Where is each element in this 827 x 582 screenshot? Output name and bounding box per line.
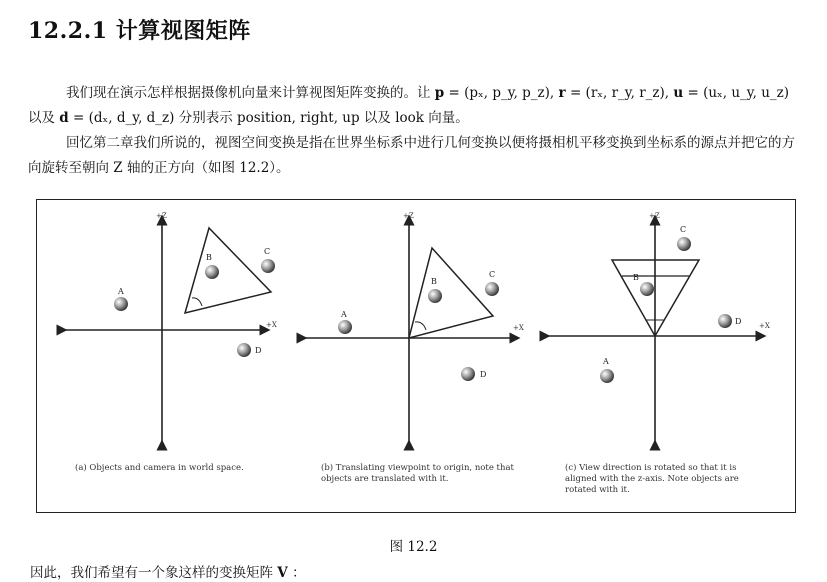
panel-c-label-a: A bbox=[603, 357, 609, 366]
panel-a-x-label: +X bbox=[266, 321, 277, 329]
paragraph-1: 我们现在演示怎样根据摄像机向量来计算视图矩阵变换的。让 p = (pₓ, p_y, p_z), r = (rₓ, r_y, r_z), u = (uₓ, u_y, u_z) 以及 d = (dₓ, d_y, d_z) 分别表示 position, right, up 以及 look 向量。 bbox=[28, 85, 790, 126]
panel-b bbox=[302, 212, 524, 445]
panel-b-object-d bbox=[461, 367, 475, 381]
panel-a-label-c: C bbox=[264, 247, 271, 256]
panel-c-object-b bbox=[640, 282, 654, 296]
figure-12-2 bbox=[36, 199, 796, 513]
caption-c: (c) View direction is rotated so that it is aligned with the z-axis. Note objects are rotated with it. bbox=[565, 463, 739, 495]
panel-b-object-a bbox=[338, 320, 352, 334]
panel-b-label-d: D bbox=[480, 370, 487, 379]
panel-a-z-label: +Z bbox=[156, 212, 167, 220]
section-heading: 12.2.1 计算视图矩阵 bbox=[28, 18, 251, 44]
caption-a: (a) Objects and camera in world space. bbox=[75, 463, 244, 473]
panel-a bbox=[62, 212, 277, 445]
panel-c bbox=[545, 212, 770, 445]
panel-c-x-label: +X bbox=[759, 322, 770, 330]
panel-b-z-label: +Z bbox=[403, 212, 414, 220]
panel-a-label-b: B bbox=[206, 253, 212, 262]
panel-c-object-d bbox=[718, 314, 732, 328]
panel-a-object-a bbox=[114, 297, 128, 311]
panel-b-label-a: A bbox=[341, 310, 347, 319]
paragraph-2: 回忆第二章我们所说的，视图空间变换是指在世界坐标系中进行几何变换以便将摄相机平移变换到坐标系的源点并把它的方向旋转至朝向 Z 轴的正方向（如图 12.2）。 bbox=[28, 135, 795, 176]
figure-label: 图 12.2 bbox=[389, 539, 438, 555]
panel-b-object-b bbox=[428, 289, 442, 303]
panel-b-frustum bbox=[409, 248, 496, 338]
panel-c-label-b: B bbox=[633, 273, 639, 282]
closing-line: 因此，我们希望有一个象这样的变换矩阵 V ： bbox=[30, 565, 306, 581]
panel-b-label-b: B bbox=[431, 277, 437, 286]
panel-a-label-d: D bbox=[255, 346, 262, 355]
panel-b-x-label: +X bbox=[513, 324, 524, 332]
panel-a-frustum bbox=[185, 228, 271, 313]
panel-c-object-c bbox=[677, 237, 691, 251]
panel-b-object-c bbox=[485, 282, 499, 296]
panel-a-object-d bbox=[237, 343, 251, 357]
panel-c-object-a bbox=[600, 369, 614, 383]
panel-a-object-b bbox=[205, 265, 219, 279]
panel-c-label-c: C bbox=[680, 225, 687, 234]
panel-a-label-a: A bbox=[118, 287, 124, 296]
panel-b-label-c: C bbox=[489, 270, 496, 279]
panel-a-object-c bbox=[261, 259, 275, 273]
caption-b: (b) Translating viewpoint to origin, note that objects are translated with it. bbox=[321, 463, 514, 484]
panel-c-z-label: +Z bbox=[649, 212, 660, 220]
panel-c-label-d: D bbox=[735, 317, 742, 326]
